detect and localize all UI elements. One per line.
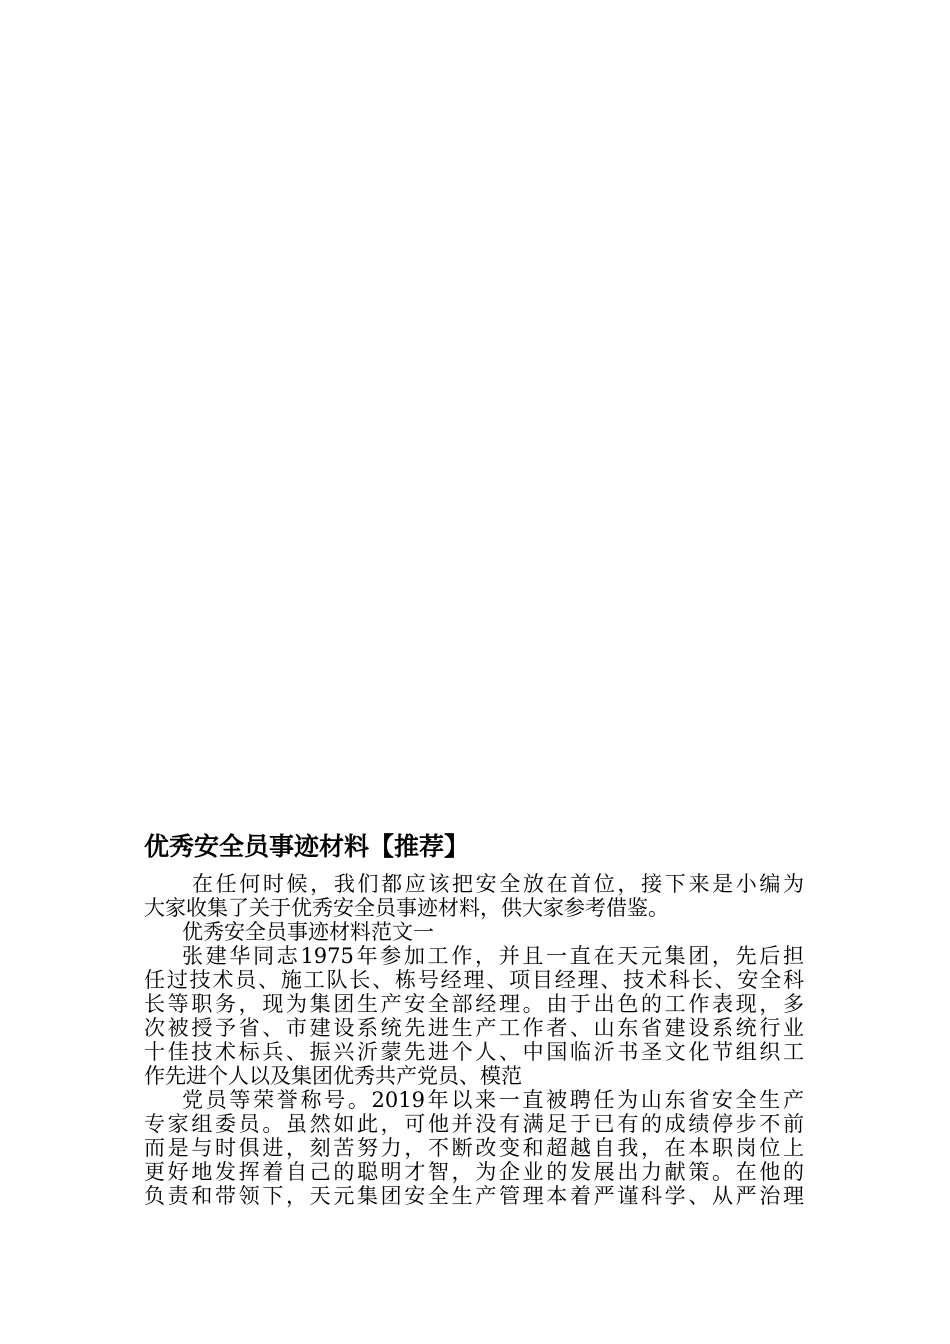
body-line: 任过技术员、施工队长、栋号经理、项目经理、技术科长、安全科 bbox=[144, 968, 804, 992]
document-title: 优秀安全员事迹材料【推荐】 bbox=[144, 832, 470, 861]
section-heading: 优秀安全员事迹材料范文一 bbox=[182, 920, 434, 944]
body-line: 而是与时俱进，刻苦努力，不断改变和超越自我，在本职岗位上 bbox=[144, 1136, 804, 1160]
document-body bbox=[144, 872, 804, 1208]
body-line: 长等职务，现为集团生产安全部经理。由于出色的工作表现，多 bbox=[144, 992, 804, 1016]
body-line: 专家组委员。虽然如此，可他并没有满足于已有的成绩停步不前 bbox=[144, 1112, 804, 1136]
body-line: 张建华同志1975年参加工作，并且一直在天元集团，先后担 bbox=[182, 944, 804, 968]
body-line-intro-1: 在任何时候，我们都应该把安全放在首位，接下来是小编为 bbox=[192, 872, 804, 896]
body-line: 次被授予省、市建设系统先进生产工作者、山东省建设系统行业 bbox=[144, 1016, 804, 1040]
body-line: 党员等荣誉称号。2019年以来一直被聘任为山东省安全生产 bbox=[182, 1088, 804, 1112]
body-line-intro-2: 大家收集了关于优秀安全员事迹材料，供大家参考借鉴。 bbox=[144, 896, 669, 920]
body-line: 十佳技术标兵、振兴沂蒙先进个人、中国临沂书圣文化节组织工 bbox=[144, 1040, 804, 1064]
body-line: 更好地发挥着自己的聪明才智，为企业的发展出力献策。在他的 bbox=[144, 1160, 804, 1184]
body-line: 作先进个人以及集团优秀共产党员、模范 bbox=[144, 1064, 522, 1088]
body-line: 负责和带领下，天元集团安全生产管理本着严谨科学、从严治理 bbox=[144, 1184, 804, 1208]
